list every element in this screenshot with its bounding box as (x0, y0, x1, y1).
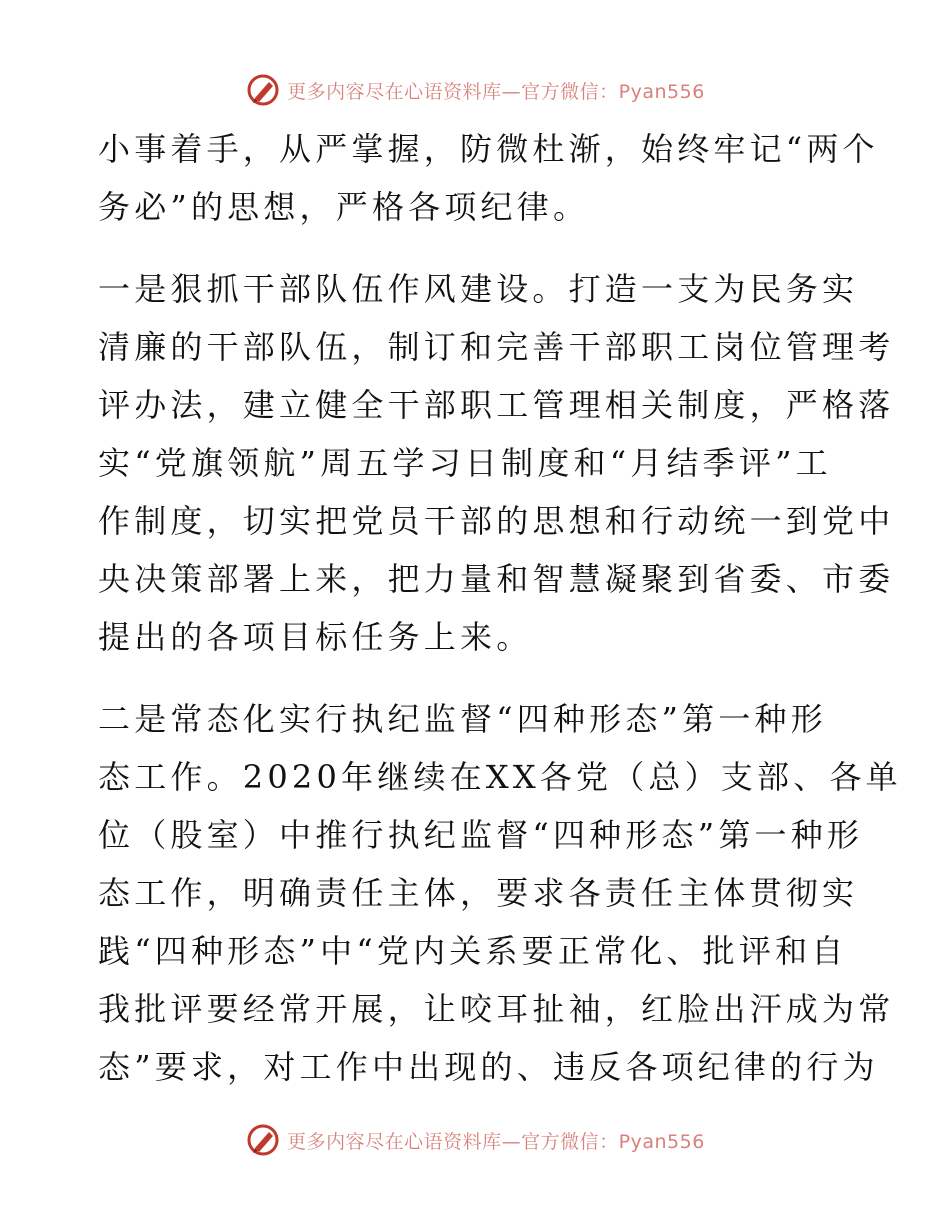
watermark-handle: Pyan556 (618, 80, 705, 103)
text-line: 央决策部署上来，把力量和智慧凝聚到省委、市委 (98, 560, 895, 598)
paragraph-3 (98, 690, 902, 1096)
text-line: 二是常态化实行执纪监督“四种形态”第一种形 (98, 700, 827, 738)
text-line: 提出的各项目标任务上来。 (98, 618, 533, 656)
text-line: 我批评要经常开展，让咬耳扯袖，红脸出汗成为常 (98, 990, 895, 1028)
text-line: 实“党旗领航”周五学习日制度和“月结季评”工 (98, 444, 832, 482)
watermark-site-text: 更多内容尽在心语资料库—官方微信： (287, 80, 619, 103)
text-line: 务必”的思想，严格各项纪律。 (98, 188, 590, 226)
watermark-site-text: 更多内容尽在心语资料库—官方微信： (287, 1130, 619, 1153)
paragraph-2 (98, 260, 895, 666)
header-watermark (0, 70, 950, 110)
text-line: 态工作，明确责任主体，要求各责任主体贯彻实 (98, 874, 859, 912)
document-body (98, 120, 902, 1096)
footer-watermark (0, 1120, 950, 1160)
watermark-text (287, 77, 705, 104)
text-line: 位（股室）中推行执纪监督“四种形态”第一种形 (98, 816, 864, 854)
text-line: 小事着手，从严掌握，防微杜渐，始终牢记“两个 (98, 130, 879, 168)
pen-logo-icon (245, 72, 281, 108)
text-line: 作制度，切实把党员干部的思想和行动统一到党中 (98, 502, 895, 540)
paragraph-1 (98, 120, 879, 236)
text-line: 践“四种形态”中“党内关系要正常化、批评和自 (98, 932, 848, 970)
text-line: 态工作。2020年继续在XX各党（总）支部、各单 (98, 758, 902, 796)
text-line: 清廉的干部队伍，制订和完善干部职工岗位管理考 (98, 328, 895, 366)
watermark-text (287, 1127, 705, 1154)
pen-logo-icon (245, 1122, 281, 1158)
watermark-handle: Pyan556 (618, 1130, 705, 1153)
text-line: 评办法，建立健全干部职工管理相关制度，严格落 (98, 386, 895, 424)
text-line: 态”要求，对工作中出现的、违反各项纪律的行为 (98, 1048, 879, 1086)
text-line: 一是狠抓干部队伍作风建设。打造一支为民务实 (98, 270, 859, 308)
